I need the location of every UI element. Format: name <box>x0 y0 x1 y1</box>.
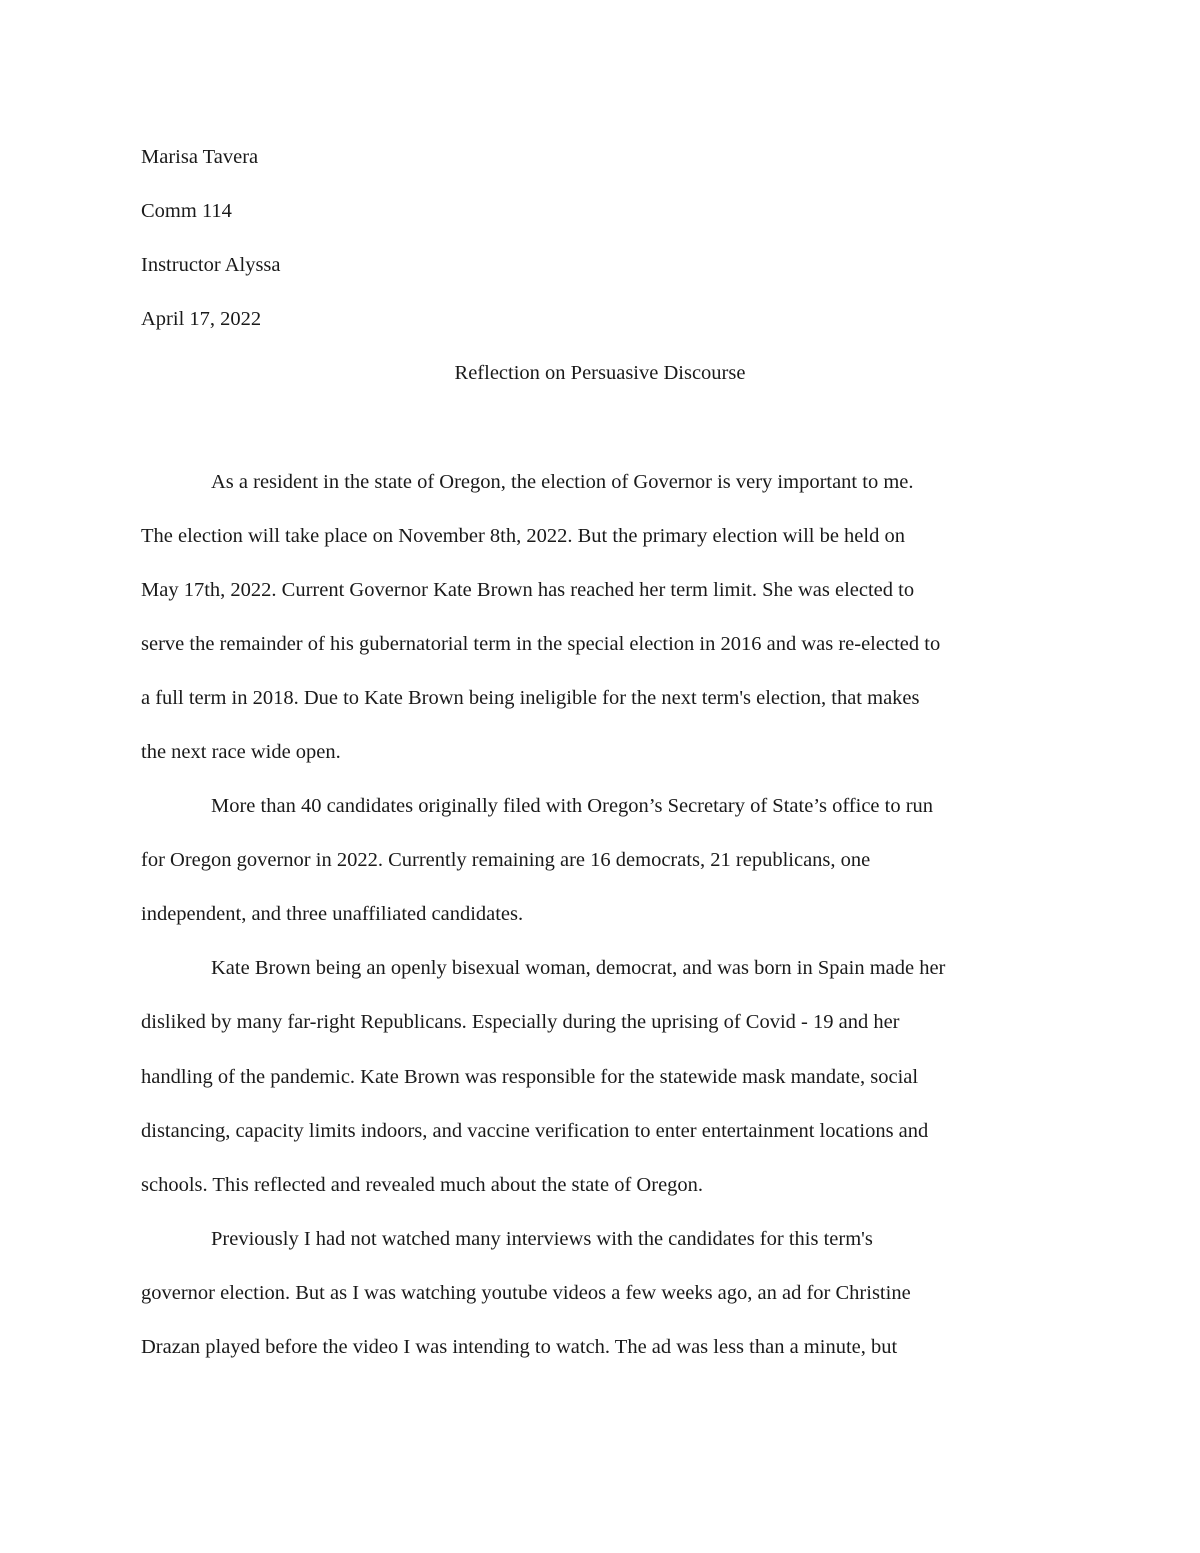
document-date: April 17, 2022 <box>141 308 262 330</box>
paragraph-line: handling of the pandemic. Kate Brown was responsible for the statewide mask mandate, social <box>141 1066 919 1088</box>
document-title: Reflection on Persuasive Discourse <box>454 362 746 384</box>
instructor-name: Instructor Alyssa <box>141 254 281 276</box>
paragraph-line: schools. This reflected and revealed much about the state of Oregon. <box>141 1174 704 1196</box>
paragraph-line: governor election. But as I was watching youtube videos a few weeks ago, an ad for Christine <box>141 1282 911 1304</box>
paragraph-line: a full term in 2018. Due to Kate Brown being ineligible for the next term's election, that makes <box>141 687 920 709</box>
paragraph-line: disliked by many far-right Republicans. Especially during the uprising of Covid - 19 and her <box>141 1011 900 1033</box>
paragraph-line: independent, and three unaffiliated candidates. <box>141 903 524 925</box>
paragraph-line: As a resident in the state of Oregon, the election of Governor is very important to me. <box>211 471 914 493</box>
paragraph-line: More than 40 candidates originally filed with Oregon’s Secretary of State’s office to run <box>211 795 934 817</box>
paragraph-line: Previously I had not watched many interviews with the candidates for this term's <box>211 1228 873 1250</box>
paragraph-line: the next race wide open. <box>141 741 341 763</box>
course-name: Comm 114 <box>141 200 232 222</box>
paragraph-line: distancing, capacity limits indoors, and vaccine verification to enter entertainment locations and <box>141 1120 929 1142</box>
paragraph-line: Kate Brown being an openly bisexual woman, democrat, and was born in Spain made her <box>211 957 946 979</box>
paragraph-line: serve the remainder of his gubernatorial term in the special election in 2016 and was re-elected to <box>141 633 941 655</box>
paragraph-line: for Oregon governor in 2022. Currently remaining are 16 democrats, 21 republicans, one <box>141 849 871 871</box>
author-name: Marisa Tavera <box>141 146 259 168</box>
paragraph-line: Drazan played before the video I was intending to watch. The ad was less than a minute, but <box>141 1336 898 1358</box>
paragraph-line: May 17th, 2022. Current Governor Kate Brown has reached her term limit. She was elected to <box>141 579 915 601</box>
paragraph-line: The election will take place on November 8th, 2022. But the primary election will be held on <box>141 525 905 547</box>
